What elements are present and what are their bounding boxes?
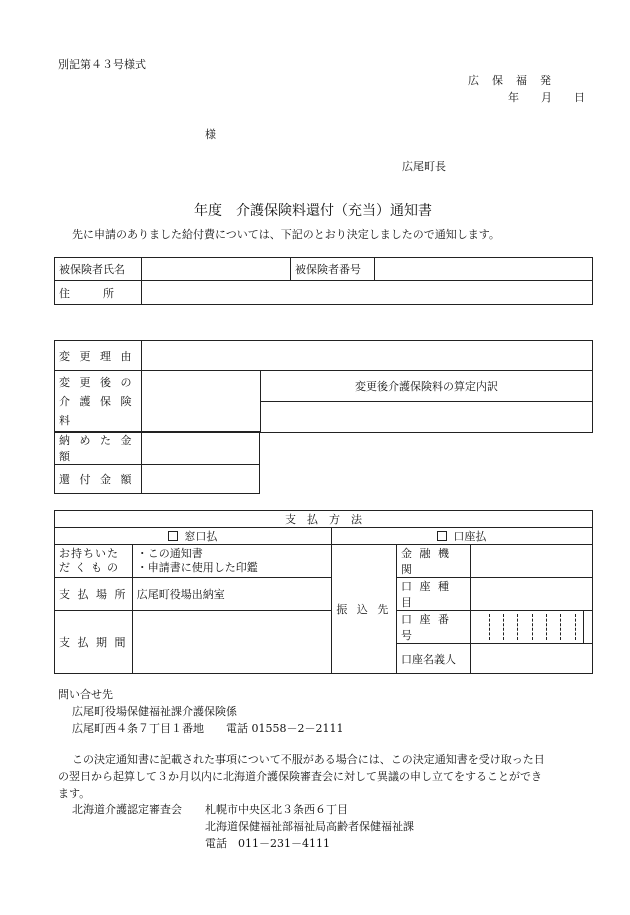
contact-address: 広尾町西４条７丁目１番地 電話 01558－2－2111	[72, 722, 344, 735]
window-payment-checkbox[interactable]	[168, 531, 178, 541]
appeal-text-line1: この決定通知書に記載された事項について不服がある場合には、この決定通知書を受け取った日	[72, 753, 545, 766]
digit-divider	[517, 614, 518, 640]
account-type-label: 口 座 種 目	[397, 578, 471, 611]
bring-item-notice: ・この通知書	[136, 547, 203, 560]
premium-after-label-line2: 介 護 保 険 料	[59, 395, 135, 427]
change-reason-value[interactable]	[142, 341, 593, 371]
document-number: 広 保 福 発	[468, 74, 552, 87]
payment-place-value: 広尾町役場出納室	[132, 578, 331, 611]
account-payment-checkbox[interactable]	[437, 531, 447, 541]
premium-after-label	[55, 371, 142, 433]
digit-divider	[560, 614, 561, 640]
issue-date: 年 月 日	[508, 91, 585, 104]
change-table	[54, 340, 593, 433]
bring-items-value	[132, 545, 331, 578]
digit-divider	[575, 614, 576, 640]
appeal-org-name: 北海道介護認定審査会	[72, 803, 182, 816]
intro-text: 先に申請のありました給付費については、下記のとおり決定しましたので通知します。	[72, 228, 500, 241]
account-type-value[interactable]	[470, 578, 592, 611]
premium-after-label-line1: 変 更 後 の	[59, 376, 135, 389]
digit-divider	[546, 614, 547, 640]
appeal-org-address: 札幌市中央区北３条西６丁目	[205, 803, 348, 816]
digit-divider	[489, 614, 490, 640]
account-number-value[interactable]	[470, 611, 583, 644]
refund-amount-value[interactable]	[142, 465, 260, 494]
bring-items-label-line2: だくもの	[59, 561, 123, 574]
payment-table	[54, 510, 593, 674]
appeal-org-phone: 電話 011－231－4111	[205, 837, 330, 850]
form-number: 別記第４３号様式	[58, 58, 146, 71]
payment-place-label: 支 払 場 所	[55, 578, 133, 611]
bring-items-label	[55, 545, 133, 578]
sender-name: 広尾町長	[402, 160, 446, 173]
contact-heading: 問い合せ先	[58, 688, 113, 701]
account-number-label: 口 座 番 号	[397, 611, 471, 644]
payment-period-label: 支 払 期 間	[55, 611, 133, 674]
breakdown-value[interactable]	[261, 402, 593, 433]
page-title: 年度 介護保険料還付（充当）通知書	[194, 203, 432, 219]
account-payment-label: 口座払	[453, 530, 487, 543]
account-number-digit-boxes	[489, 614, 575, 640]
appeal-org-dept: 北海道保健福祉部福祉局高齢者保健福祉課	[205, 820, 414, 833]
paid-amount-value[interactable]	[142, 432, 260, 465]
insured-number-label: 被保険者番号	[291, 258, 375, 281]
account-holder-value[interactable]	[470, 644, 592, 674]
bank-value[interactable]	[470, 545, 592, 578]
breakdown-label: 変更後介護保険料の算定内訳	[261, 371, 593, 402]
amount-table	[54, 431, 260, 494]
insured-name-value[interactable]	[142, 258, 291, 281]
digit-divider	[503, 614, 504, 640]
address-label: 住 所	[55, 281, 142, 305]
premium-after-value[interactable]	[142, 371, 261, 433]
contact-office: 広尾町役場保健福祉課介護保険係	[72, 705, 237, 718]
transfer-destination-label: 振 込 先	[331, 545, 396, 674]
addressee-suffix: 様	[205, 128, 216, 141]
bank-label: 金 融 機 関	[397, 545, 471, 578]
refund-amount-label: 還 付 金 額	[55, 465, 142, 494]
paid-amount-label: 納 め た 金 額	[55, 432, 142, 465]
window-payment-option[interactable]	[55, 528, 332, 545]
insured-name-label: 被保険者氏名	[55, 258, 142, 281]
appeal-text-line3: ます。	[58, 787, 91, 800]
payment-period-value[interactable]	[132, 611, 331, 674]
appeal-text-line2: の翌日から起算して３か月以内に北海道介護保険審査会に対して異議の申し立てをすることができ	[58, 770, 542, 783]
address-value[interactable]	[142, 281, 593, 305]
digit-divider	[532, 614, 533, 640]
payment-method-title: 支 払 方 法	[55, 511, 593, 528]
account-payment-option[interactable]	[331, 528, 592, 545]
account-number-extra[interactable]	[583, 611, 592, 644]
account-holder-label: 口座名義人	[397, 644, 471, 674]
window-payment-label: 窓口払	[184, 530, 218, 543]
bring-items-label-line1: お持ちいた	[59, 547, 119, 560]
bring-item-seal: ・申請書に使用した印鑑	[136, 561, 258, 574]
change-reason-label: 変 更 理 由	[55, 341, 142, 371]
insured-number-value[interactable]	[375, 258, 593, 281]
insured-table	[54, 257, 593, 305]
